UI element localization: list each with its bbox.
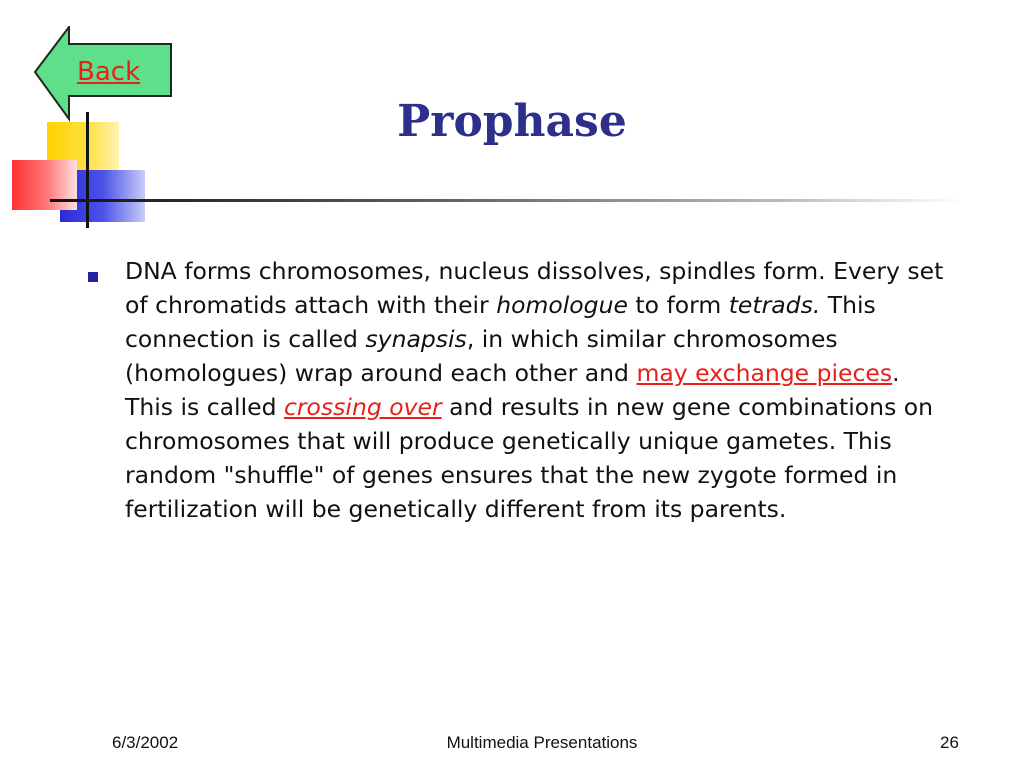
text-run: to form [627,291,729,319]
term-tetrads: tetrads. [728,291,821,319]
page-number: 26 [940,733,959,752]
bullet-text [125,254,955,526]
term-homologue: homologue [496,291,628,319]
back-link[interactable]: Back [77,57,141,87]
slide-title: Prophase [397,96,627,147]
exchange-pieces-link[interactable]: may exchange pieces [636,359,893,387]
text-run: , in which similar chromosomes (homologues) wrap around each other and [125,325,838,387]
text-run: DNA forms chromosomes, nucleus dissolves, spindles form. Every set of chromatids attach with their [125,257,944,319]
text-run: . This is called [125,359,900,421]
decor-red-square [12,160,77,210]
footer-title: Multimedia Presentations [446,733,638,752]
text-run: and results in new gene combinations on chromosomes that will produce genetically unique gametes. This random "shuffle" of genes ensures that the new zygote formed in fertilization will be genetically different from its parents. [125,393,934,523]
term-synapsis: synapsis [365,325,467,353]
text-run: This connection is called [125,291,876,353]
bullet-icon [88,272,98,282]
footer-date: 6/3/2002 [112,733,179,752]
title-underline [50,199,964,202]
crossing-over-link[interactable]: crossing over [283,393,442,421]
